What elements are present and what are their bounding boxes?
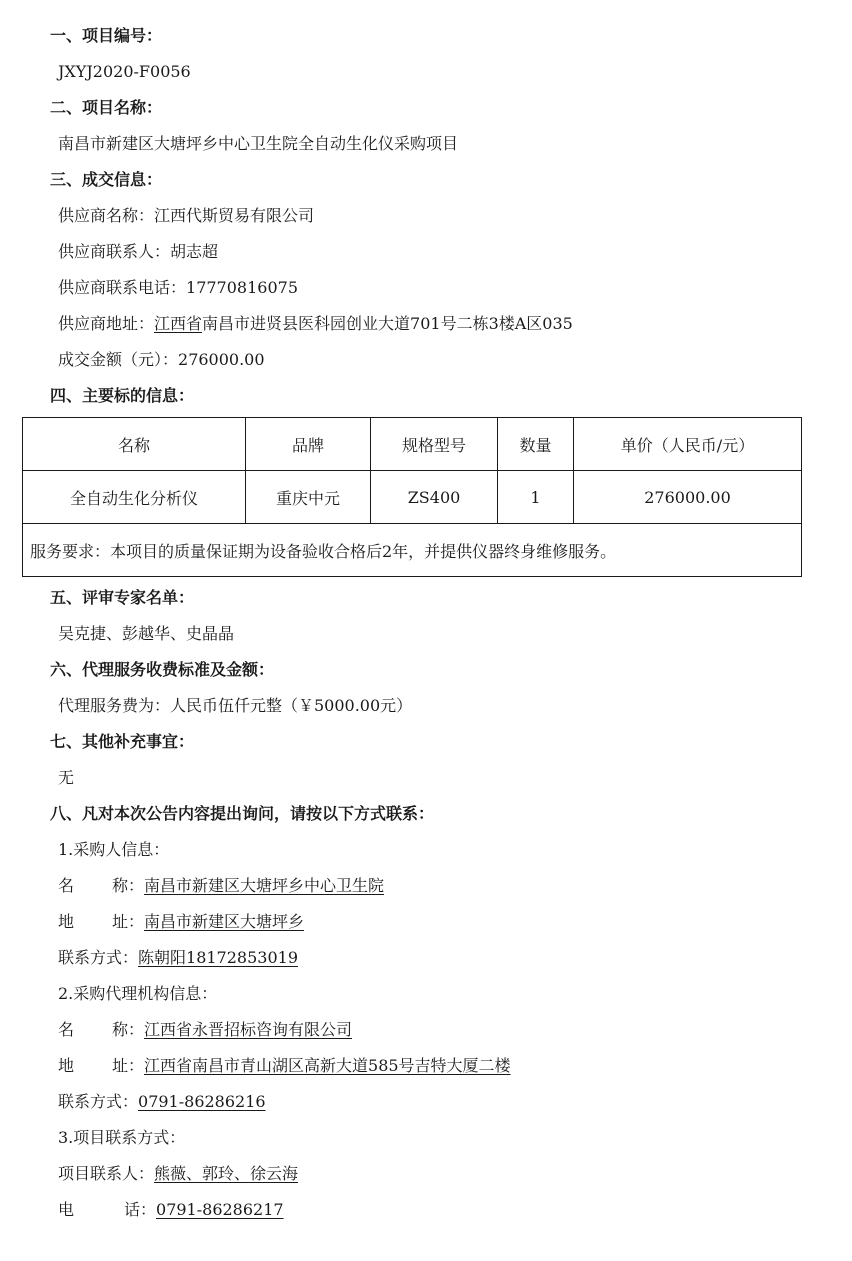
supplier-address-rest: 南昌市进贤县医科园创业大道701号二栋3楼A区035	[202, 314, 573, 333]
header-cell-brand: 品牌	[246, 418, 371, 471]
project-contact-heading: 3.项目联系方式：	[58, 1128, 186, 1147]
supplier-name-label: 供应商名称：	[58, 206, 155, 225]
table-note-row	[23, 524, 802, 577]
section-1-title: 一、项目编号：	[50, 26, 163, 45]
supplier-phone-value: 17770816075	[186, 278, 298, 297]
purchaser-address-value: 南昌市新建区大塘坪乡	[144, 912, 305, 931]
agency-address-label-a: 地	[58, 1056, 75, 1075]
header-cell-quantity: 数量	[498, 418, 574, 471]
section-6-title: 六、代理服务收费标准及金额：	[50, 660, 275, 679]
header-cell-name: 名称	[23, 418, 246, 471]
supplier-phone-line	[58, 277, 298, 299]
deal-amount-line	[58, 349, 265, 371]
cell-quantity: 1	[498, 471, 574, 524]
header-cell-unit-price: 单价（人民币/元）	[574, 418, 802, 471]
agency-contact-line	[58, 1091, 266, 1113]
purchaser-name-label-a: 名	[58, 876, 75, 895]
supplier-phone-label: 供应商联系电话：	[58, 278, 187, 297]
agency-name-value: 江西省永晋招标咨询有限公司	[144, 1020, 353, 1039]
supplier-name-value: 江西代斯贸易有限公司	[154, 206, 315, 225]
section-8-title: 八、凡对本次公告内容提出询问，请按以下方式联系：	[50, 804, 435, 823]
expert-list: 吴克捷、彭越华、史晶晶	[58, 624, 235, 643]
agency-name-label-b: 称：	[112, 1020, 145, 1039]
agency-fee: 代理服务费为：人民币伍仟元整（￥5000.00元）	[58, 696, 413, 715]
agency-name-label-a: 名	[58, 1020, 75, 1039]
agency-address-value: 江西省南昌市青山湖区高新大道585号吉特大厦二楼	[144, 1056, 511, 1075]
project-contact-line	[58, 1163, 298, 1185]
section-7-title: 七、其他补充事宜：	[50, 732, 195, 751]
section-3-title: 三、成交信息：	[50, 170, 163, 189]
section-2-title: 二、项目名称：	[50, 98, 163, 117]
supplier-address-province: 江西省	[154, 314, 203, 333]
deal-amount-value: 276000.00	[178, 350, 265, 369]
supplier-contact-label: 供应商联系人：	[58, 242, 171, 261]
agency-heading: 2.采购代理机构信息：	[58, 984, 218, 1003]
purchaser-heading: 1.采购人信息：	[58, 840, 170, 859]
cell-model: ZS400	[371, 471, 498, 524]
table-header-row	[23, 418, 802, 471]
project-contact-value: 熊薇、郭玲、徐云海	[154, 1164, 299, 1183]
purchaser-address-label-a: 地	[58, 912, 75, 931]
cell-name: 全自动生化分析仪	[23, 471, 246, 524]
section-5-title: 五、评审专家名单：	[50, 588, 195, 607]
agency-contact-label: 联系方式：	[58, 1092, 139, 1111]
cell-brand: 重庆中元	[246, 471, 371, 524]
project-contact-label: 项目联系人：	[58, 1164, 155, 1183]
purchaser-name-label-b: 称：	[112, 876, 145, 895]
supplier-address-line	[58, 313, 573, 335]
project-phone-label-a: 电	[58, 1200, 75, 1219]
purchaser-contact-value: 陈朝阳18172853019	[138, 948, 298, 967]
supplier-address-label: 供应商地址：	[58, 314, 155, 333]
purchaser-address-line	[58, 911, 304, 933]
agency-name-line	[58, 1019, 352, 1041]
other-matters: 无	[58, 768, 75, 787]
agency-contact-value: 0791-86286216	[138, 1092, 266, 1111]
purchaser-contact-label: 联系方式：	[58, 948, 139, 967]
table-row	[23, 471, 802, 524]
section-4-title: 四、主要标的信息：	[50, 386, 195, 405]
purchaser-address-label-b: 址：	[112, 912, 145, 931]
purchaser-contact-line	[58, 947, 298, 969]
project-number: JXYJ2020-F0056	[58, 62, 191, 81]
purchaser-name-line	[58, 875, 384, 897]
items-table	[22, 417, 802, 577]
supplier-contact-line	[58, 241, 218, 263]
project-phone-label-b: 话：	[124, 1200, 157, 1219]
purchaser-name-value: 南昌市新建区大塘坪乡中心卫生院	[144, 876, 385, 895]
deal-amount-label: 成交金额（元）：	[58, 350, 179, 369]
service-requirement: 服务要求：本项目的质量保证期为设备验收合格后2年，并提供仪器终身维修服务。	[23, 524, 802, 577]
project-name: 南昌市新建区大塘坪乡中心卫生院全自动生化仪采购项目	[58, 134, 459, 153]
cell-unit-price: 276000.00	[574, 471, 802, 524]
project-phone-line	[58, 1199, 284, 1221]
agency-address-line	[58, 1055, 511, 1077]
agency-address-label-b: 址：	[112, 1056, 145, 1075]
project-phone-value: 0791-86286217	[156, 1200, 284, 1219]
supplier-name-line	[58, 205, 314, 227]
header-cell-model: 规格型号	[371, 418, 498, 471]
supplier-contact-value: 胡志超	[170, 242, 219, 261]
